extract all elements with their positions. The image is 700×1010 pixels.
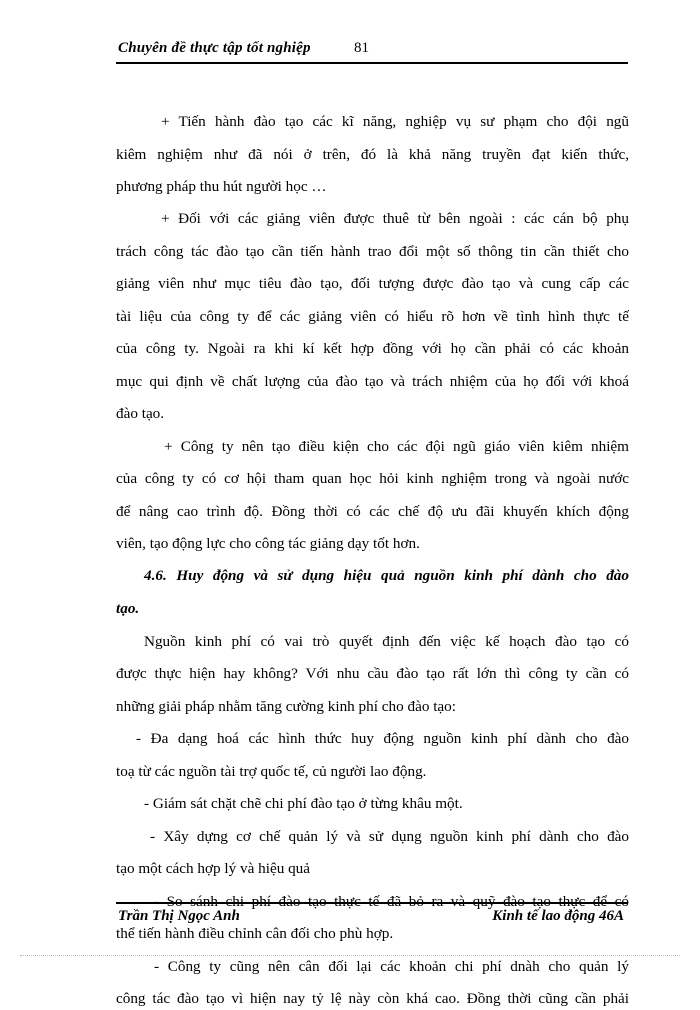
text-line: tài liệu của công ty để các giảng viên có hiểu rõ hơn về tình hình thực tế [116, 308, 629, 325]
text-line: thể tiến hành điều chỉnh cân đối cho phù hợp. [116, 925, 394, 942]
text-line: những giải pháp nhằm tăng cường kinh phí cho đào tạo: [116, 698, 456, 715]
text-line: phương pháp thu hút người học … [116, 178, 327, 195]
text-line: của công ty. Ngoài ra khi kí kết hợp đồng với họ cần phải có các khoản [116, 340, 629, 357]
text-line: công tác đào tạo vì hiện nay tỷ lệ này còn khá cao. Đồng thời cũng cần phải [116, 990, 629, 1007]
text-line: + Công ty nên tạo điều kiện cho các đội ngũ giáo viên kiêm nhiệm [164, 438, 629, 455]
text-line: giảng viên như mục tiêu đào tạo, đối tượng được đào tạo và cung cấp các [116, 275, 629, 292]
text-line: tạo một cách hợp lý và hiệu quả [116, 860, 311, 877]
text-line: - So sánh chi phí đào tạo thực tế đã bỏ ra và quỹ đào tạo thực để có [154, 893, 629, 910]
text-line: viên, tạo động lực cho công tác giảng dạy tốt hơn. [116, 535, 420, 552]
text-line: + Đối với các giảng viên được thuê từ bên ngoài : các cán bộ phụ [161, 210, 629, 227]
text-line: - Đa dạng hoá các hình thức huy động nguồn kinh phí dành cho đào [136, 730, 629, 747]
page-edge-divider [20, 955, 680, 956]
text-line: + Tiến hành đào tạo các kĩ năng, nghiệp vụ sư phạm cho đội ngũ [161, 113, 629, 130]
page-header [116, 38, 628, 64]
footer-class: Kinh tế lao động 46A [492, 908, 624, 924]
section-heading: 4.6. Huy động và sử dụng hiệu quả nguồn kinh phí dành cho đào [144, 567, 629, 584]
text-line: để nâng cao trình độ. Đồng thời có các chế độ ưu đãi khuyến khích động [116, 503, 629, 520]
text-line: của công ty có cơ hội tham quan học hỏi kinh nghiệm trong và ngoài nước [116, 470, 629, 487]
page-number: 81 [354, 40, 369, 56]
text-line: kiêm nghiệm như đã nói ở trên, đó là khả năng truyền đạt kiến thức, [116, 146, 629, 163]
text-line: toạ từ các nguồn tài trợ quốc tế, củ người lao động. [116, 763, 427, 780]
text-line: - Công ty cũng nên cân đối lại các khoản chi phí dnàh cho quản lý [154, 958, 629, 975]
text-line: đào tạo. [116, 405, 165, 422]
text-line: được thực hiện hay không? Với nhu cầu đào tạo rất lớn thì công ty cần có [116, 665, 629, 682]
text-line: mục qui định về chất lượng của đào tạo và trách nhiệm của họ đối với khoá [116, 373, 629, 390]
text-line: - Giám sát chặt chẽ chi phí đào tạo ở từng khâu một. [144, 795, 463, 812]
text-line: - Xây dựng cơ chế quản lý và sử dụng nguồn kinh phí dành cho đào [150, 828, 629, 845]
section-heading-cont: tạo. [116, 600, 140, 617]
footer-author: Trần Thị Ngọc Anh [118, 908, 240, 924]
text-line: Nguồn kinh phí có vai trò quyết định đến việc kế hoạch đào tạo có [144, 633, 629, 650]
text-line: trách công tác đào tạo cần tiến hành trao đổi một số thông tin cần thiết cho [116, 243, 629, 260]
page-footer [116, 902, 628, 932]
document-title: Chuyên đề thực tập tốt nghiệp [118, 40, 311, 56]
